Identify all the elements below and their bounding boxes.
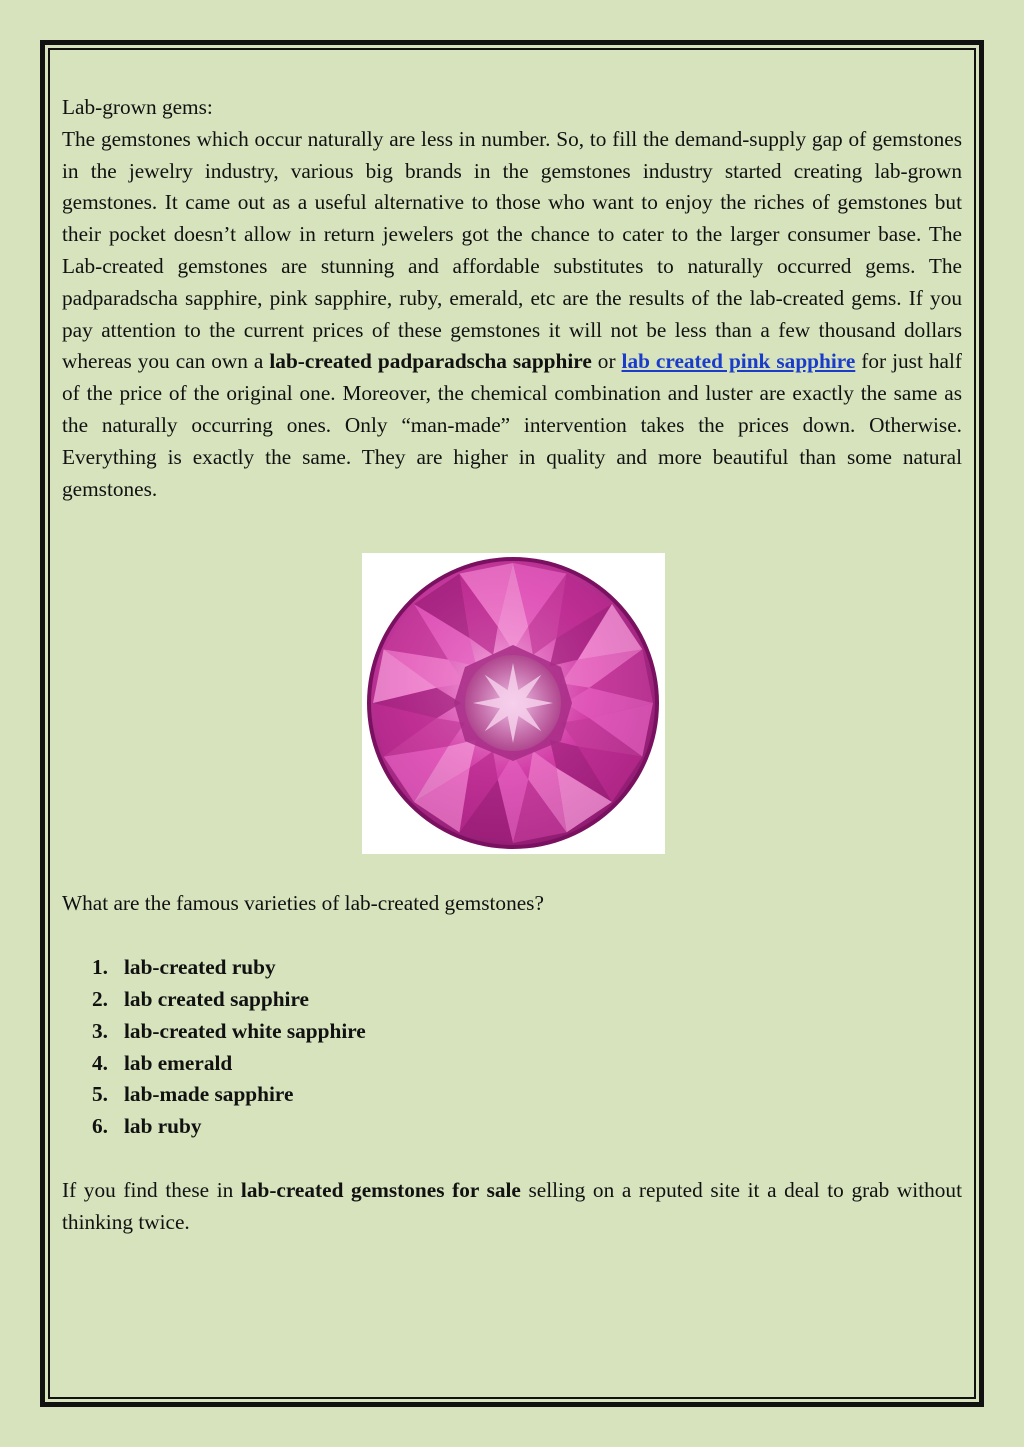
list-item-number: 1. [92,955,108,980]
closing-paragraph [62,1175,962,1239]
intro-text-2: for just half of the price of the original one. Moreover, the chemical combination and luster are exactly the same as the naturally occurring ones. Only “man-made” intervention takes the prices down. Otherwise. Everything is exactly the same. They are higher in quality and more beautiful than some natural gemstones. [62,349,962,501]
document-body [62,92,962,1239]
list-item-label: lab created sapphire [124,986,309,1011]
list-item-number: 5. [92,1082,108,1107]
intro-or: or [591,349,622,374]
varieties-list [62,952,962,1143]
list-item-number: 2. [92,986,108,1011]
list-item-number: 4. [92,1050,108,1075]
closing-text-2: selling on a reputed site it a deal to grab without thinking twice. [62,1177,962,1234]
list-item-label: lab-made sapphire [124,1082,294,1107]
bold-gemstones-for-sale: lab-created gemstones for sale [240,1177,521,1202]
section-heading: Lab-grown gems: [62,95,213,119]
list-item [62,952,962,984]
list-item-label: lab-created white sapphire [124,1018,366,1043]
list-item [62,984,962,1016]
intro-paragraph [62,124,962,506]
list-item-label: lab ruby [124,1114,202,1139]
pink-sapphire-link[interactable]: lab created pink sapphire [621,349,856,374]
list-item-number: 6. [92,1114,108,1139]
list-item [62,1016,962,1048]
intro-text-1: The gemstones which occur naturally are less in number. So, to fill the demand-supply gap of gemstones in the jewelry industry, various big brands in the gemstones industry started creating lab-grown gemstones. It came out as a useful alternative to those who want to enjoy the riches of gemstones but their pocket doesn’t allow in return jewelers got the chance to cater to the larger consumer base. The Lab-created gemstones are stunning and affordable substitutes to naturally occurred gems. The padparadscha sapphire, pink sapphire, ruby, emerald, etc are the results of the lab-created gems. If you pay attention to the current prices of these gemstones it will not be less than a few thousand dollars whereas you can own a [62,126,962,374]
list-item-label: lab-created ruby [124,955,276,980]
list-item [62,1111,962,1143]
varieties-question: What are the famous varieties of lab-created gemstones? [62,891,544,916]
list-item-label: lab emerald [124,1050,233,1075]
list-item [62,1079,962,1111]
gem-center-star [473,663,553,743]
bold-padparadscha: lab-created padparadscha sapphire [269,349,592,374]
gemstone-image [362,553,665,854]
closing-text-1: If you find these in [62,1177,241,1202]
list-item [62,1048,962,1080]
list-item-number: 3. [92,1018,108,1043]
pink-gemstone-icon [362,553,665,854]
